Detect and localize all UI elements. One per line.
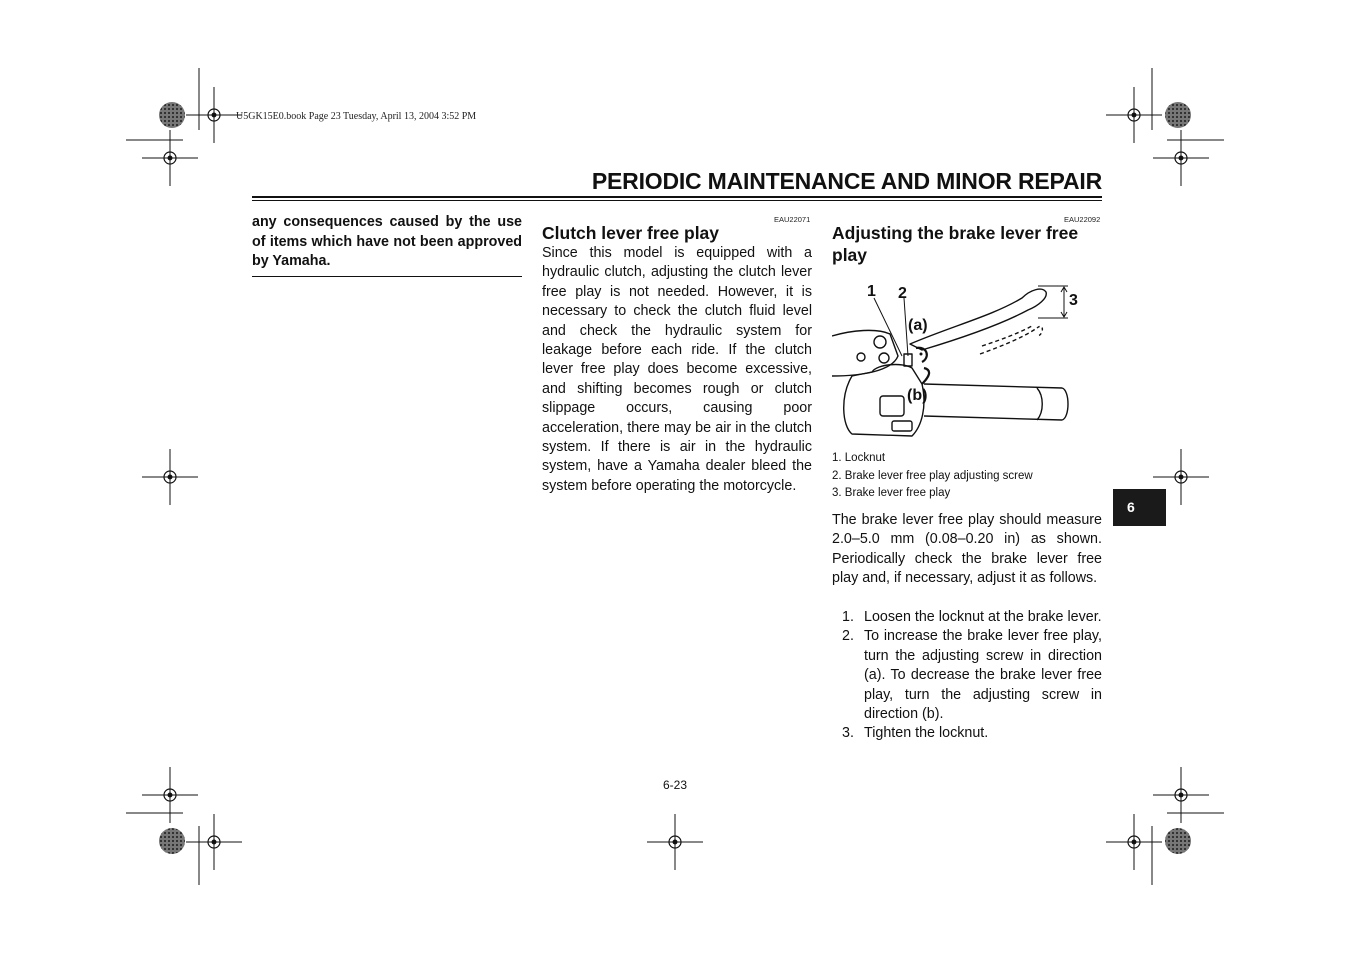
step-number: 3. xyxy=(842,725,854,742)
chapter-tab: 6 xyxy=(1113,489,1166,526)
figure-label-adjusting-screw: 2 xyxy=(898,285,907,302)
step-item xyxy=(842,608,1102,627)
section-title: PERIODIC MAINTENANCE AND MINOR REPAIR xyxy=(591,168,1102,194)
figure-label-free-play: 3 xyxy=(1069,292,1078,309)
figure-label-locknut: 1 xyxy=(867,283,876,300)
figure-label-direction-a: (a) xyxy=(908,317,928,334)
clutch-section-code: EAU22071 xyxy=(774,215,811,224)
caption-item: 3. Brake lever free play xyxy=(832,487,951,499)
clutch-body: Since this model is equipped with a hydraulic clutch, adjusting the clutch lever free play is not needed. However, it is necessary to check the clutch fluid level and check the hydraulic system for leakage before each ride. If the clutch lever free play does become excessive, and shifting becomes rough or clutch slippage occurs, causing poor acceleration, there may be air in the clutch system. If there is air in the hydraulic system, have a Yamaha dealer bleed the system before operating the motorcycle. xyxy=(542,245,812,494)
figure-captions xyxy=(832,450,1112,503)
step-item xyxy=(842,724,1102,743)
brake-heading: Adjusting the brake lever free play xyxy=(832,223,1079,265)
brake-lever-illustration xyxy=(832,276,1082,446)
step-item xyxy=(842,627,1102,724)
brake-body: The brake lever free play should measure 2.0–5.0 mm (0.08–0.20 in) as shown. Periodically check the brake lever free play and, if necessary, adjust it as follows. xyxy=(832,512,1102,587)
step-text: Loosen the locknut at the brake lever. xyxy=(864,609,1102,625)
step-text: Tighten the locknut. xyxy=(864,725,989,742)
step-number: 1. xyxy=(842,609,854,625)
brake-section-code: EAU22092 xyxy=(1064,215,1101,224)
book-file-info: U5GK15E0.book Page 23 Tuesday, April 13, 2004 3:52 PM xyxy=(236,111,477,122)
adjustment-steps xyxy=(842,608,1102,744)
warning-continuation: any consequences caused by the use of items which have not been approved by Yamaha. xyxy=(252,214,522,269)
warning-end-rule xyxy=(252,276,522,277)
caption-item: 1. Locknut xyxy=(832,452,886,464)
figure-label-direction-b: (b) xyxy=(907,387,928,404)
page-number: 6-23 xyxy=(663,778,688,792)
step-number: 2. xyxy=(842,628,854,645)
clutch-heading: Clutch lever free play xyxy=(542,223,720,243)
title-rule xyxy=(252,196,1102,198)
brake-lever-figure xyxy=(832,276,1082,446)
title-rule-thin xyxy=(252,200,1102,201)
caption-item: 2. Brake lever free play adjusting screw xyxy=(832,469,1033,482)
step-text: To increase the brake lever free play, turn the adjusting screw in direction (a). To decrease the brake lever free play, turn the adjusting screw in direction (b). xyxy=(864,628,1102,723)
